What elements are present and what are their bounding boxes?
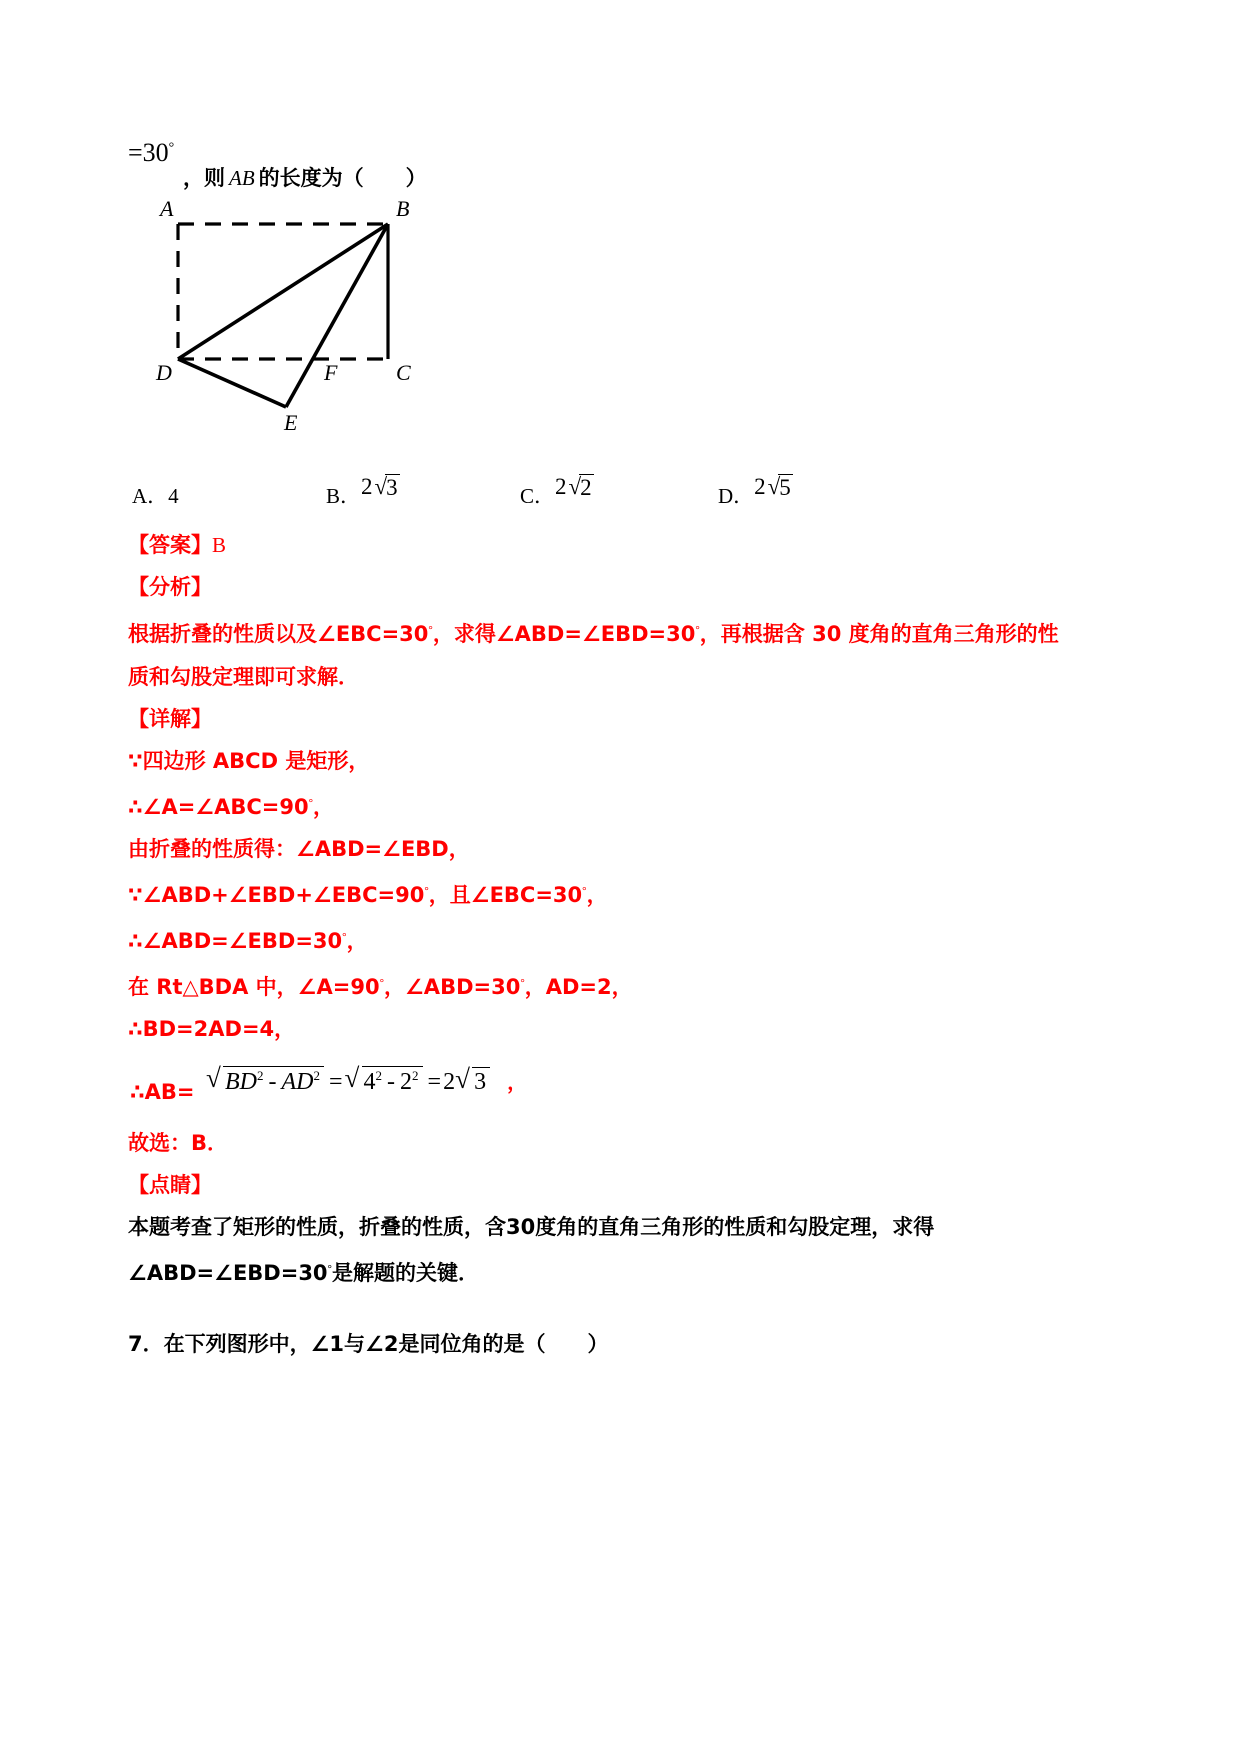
analysis-part1: 根据折叠的性质以及∠EBC=30 [128, 622, 429, 646]
formula-trailing-comma: ， [507, 1070, 528, 1094]
degree-symbol: ° [582, 885, 587, 897]
formula-equals-2: = [427, 1069, 442, 1095]
answer-options [128, 472, 1118, 524]
radical-icon: √ [568, 474, 582, 499]
solution-tag-line [128, 698, 1118, 740]
option-a[interactable] [132, 480, 179, 510]
solution-tag: 【详解】 [128, 707, 212, 731]
question-stem [128, 120, 1118, 190]
degree-symbol: ° [428, 624, 433, 636]
rectangle-fold-svg [138, 194, 478, 434]
highlight-line-2: ∠ABD=∠EBD=30°是解题的关键． [128, 1261, 479, 1285]
formula-result-coefficient: 2 [443, 1069, 456, 1095]
highlight-line-1: 本题考查了矩形的性质，折叠的性质，含30度角的直角三角形的性质和勾股定理，求得 [128, 1215, 935, 1239]
solution-step-2: ∴∠A=∠ABC=90°， [128, 795, 335, 819]
label-F: F [324, 360, 338, 385]
stem-angle-value: =30° [128, 138, 175, 167]
formula-equals-1: = [329, 1069, 343, 1095]
degree-symbol: ° [695, 624, 700, 636]
option-d-value: 2√5 [754, 474, 791, 500]
answer-tag: 【答案】 [128, 533, 212, 557]
solution-step-5: ∴∠ABD=∠EBD=30°， [128, 929, 368, 953]
degree-symbol: ° [168, 140, 175, 156]
degree-symbol: ° [308, 797, 314, 809]
geometry-figure [128, 194, 1118, 444]
degree-symbol: ° [424, 885, 429, 897]
page-content [128, 120, 1118, 1358]
option-a-value: 4 [168, 484, 179, 508]
answer-line [128, 524, 1118, 566]
solution-conclusion: 故选：B． [128, 1131, 229, 1155]
analysis-tag: 【分析】 [128, 575, 212, 599]
analysis-part3: ，再根据含 30 度角的直角三角形的性 [699, 622, 1059, 646]
option-c-label: C． [520, 484, 556, 508]
radical-icon: √ [767, 474, 781, 499]
solution-step-6: 在 Rt△BDA 中，∠A=90°，∠ABD=30°，AD=2， [128, 975, 633, 999]
option-b-label: B． [326, 484, 362, 508]
formula-math [206, 1066, 527, 1096]
label-A: A [160, 196, 174, 221]
analysis-body-line2: 质和勾股定理即可求解． [128, 665, 359, 689]
next-question: 7．在下列图形中，∠1与∠2是同位角的是（ ） [128, 1332, 609, 1356]
option-a-label: A． [132, 484, 169, 508]
option-d-label: D． [718, 484, 755, 508]
label-B: B [396, 196, 410, 221]
label-E: E [284, 410, 298, 434]
option-c[interactable] [520, 474, 594, 510]
degree-symbol: ° [520, 977, 525, 989]
solution-step-7: ∴BD=2AD=4， [128, 1017, 296, 1041]
option-d[interactable] [718, 474, 793, 510]
sqrt-result: √ 3 [455, 1067, 490, 1096]
highlight-tag-line [128, 1164, 1118, 1206]
stem-rest: ，则 AB 的长度为（ ） [183, 166, 427, 190]
option-c-value: 2√2 [555, 474, 592, 500]
highlight-tag: 【点睛】 [128, 1173, 212, 1197]
formula-prefix: ∴AB= [130, 1080, 195, 1104]
option-b[interactable] [326, 474, 400, 510]
degree-symbol: ° [327, 1263, 332, 1275]
segment-DB [178, 224, 388, 359]
label-C: C [396, 360, 411, 385]
analysis-tag-line [128, 566, 1118, 608]
sqrt-4-2: √ $4^2 - 2^2$ [345, 1066, 423, 1096]
solution-step-1: ∵四边形 ABCD 是矩形， [128, 749, 370, 773]
solution-step-3: 由折叠的性质得：∠ABD=∠EBD， [128, 837, 470, 861]
analysis-part2: ，求得∠ABD=∠EBD=30 [432, 622, 696, 646]
analysis-body [128, 608, 1113, 656]
sqrt-bd-ad: √ $BD^2 - AD^2$ [206, 1066, 324, 1096]
radical-icon: √ [374, 474, 388, 499]
option-b-value: 2√3 [361, 474, 398, 500]
degree-symbol: ° [342, 931, 347, 943]
solution-step-4: ∵∠ABD+∠EBD+∠EBC=90°，且∠EBC=30°， [128, 883, 608, 907]
label-D: D [156, 360, 172, 385]
answer-value: B [212, 533, 227, 557]
solution-formula-line [128, 1050, 1118, 1116]
degree-symbol: ° [379, 977, 384, 989]
segment-DE [178, 359, 286, 407]
